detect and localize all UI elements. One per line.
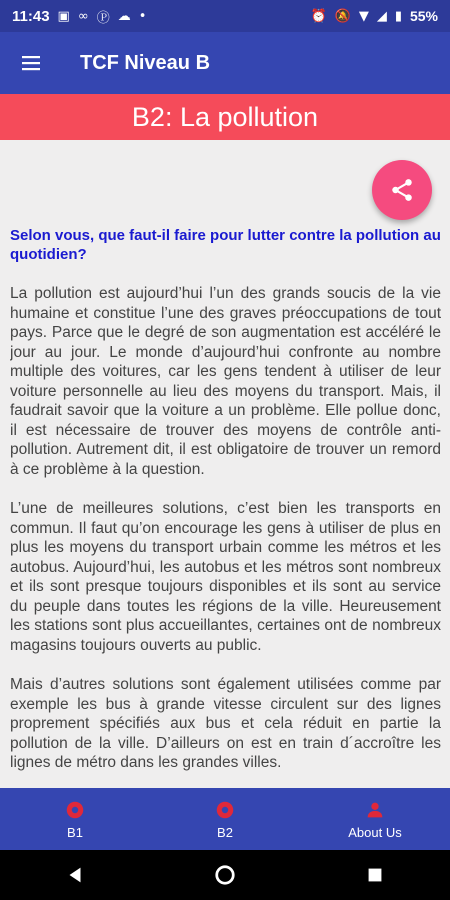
bottom-nav (0, 788, 450, 850)
gear-icon (64, 799, 86, 821)
image-icon: ▣ (57, 8, 70, 24)
status-time: 11:43 (12, 7, 50, 25)
home-icon[interactable] (214, 864, 236, 886)
gear-icon (214, 799, 236, 821)
paragraph-2: L’une de meilleures solutions, c’est bien les transports en commun. Il faut qu’on encourage les gens à utiliser de plus en plus les moyens du transport urbain comme les métros et les autobus. Aujourd’hui, les autobus et les métros sont nombreux et ils sont presque toujours disponibles et ils sont au service du peuple dans toutes les régions de la ville. Heureusement les stations sont plus accueillantes, certaines ont de nombreux magasins toujours ouverts au public. (10, 500, 441, 654)
paragraph-1: La pollution est aujourd’hui l’un des grands soucis de la vie humaine et constitue l’une des graves préoccupations de tout pays. Parce que le degré de son augmentation est accéléré le jour au jour. Le monde d’aujourd’hui confronte au nombre multiple des voitures, car les gens tendent à utiliser de leur voiture personnelle au lieu des moyens du transport. Mais, il faudrait savoir que la voiture a un problème. Elle pollue donc, il est nécessaire de trouver des moyens de contrôle anti-pollution. Autrement dit, il est obligatoire de trouver un remord à ce problème à la question. (10, 285, 441, 478)
recents-icon[interactable] (364, 864, 386, 886)
dot-icon: • (138, 8, 147, 24)
battery-percent: 55% (409, 8, 438, 24)
person-icon (364, 799, 386, 821)
cloud-icon: ☁ (117, 8, 131, 24)
nav-label-about-us: About Us (348, 824, 402, 840)
signal-icon: ◢ (376, 8, 387, 24)
nav-item-b1[interactable] (0, 788, 150, 850)
share-button[interactable] (372, 160, 432, 220)
app-title: TCF Niveau B (80, 51, 211, 74)
nav-label-b2: B2 (217, 824, 233, 840)
battery-icon: ▮ (394, 8, 402, 24)
lesson-title-banner: B2: La pollution (0, 94, 450, 140)
paragraph-3: Mais d’autres solutions sont également utilisées comme par exemple les bus à grande vitesse circulent sur des lignes proprement spécifiés aux bus et cela réduit en partie la pollution de la ville. D’ailleurs on est en train d´accroître les lignes de métro dans les grandes villes. (10, 676, 441, 771)
back-icon[interactable] (64, 864, 86, 886)
lesson-question: Selon vous, que faut-il faire pour lutter contre la pollution au quotidien? (10, 227, 441, 263)
mute-icon: 🔕 (334, 8, 351, 24)
alarm-icon: ⏰ (310, 8, 327, 24)
nav-item-b2[interactable] (150, 788, 300, 850)
menu-icon[interactable] (0, 32, 62, 94)
nav-item-about-us[interactable] (300, 788, 450, 850)
app-bar (0, 32, 450, 94)
voicemail-icon: ∞ (77, 8, 89, 24)
lesson-content[interactable] (10, 226, 441, 788)
status-bar (0, 0, 450, 32)
parking-icon: Ⓟ (96, 10, 110, 26)
system-nav-bar (0, 850, 450, 900)
wifi-icon: ▼ (358, 8, 369, 24)
nav-label-b1: B1 (67, 824, 83, 840)
share-icon (389, 177, 415, 203)
